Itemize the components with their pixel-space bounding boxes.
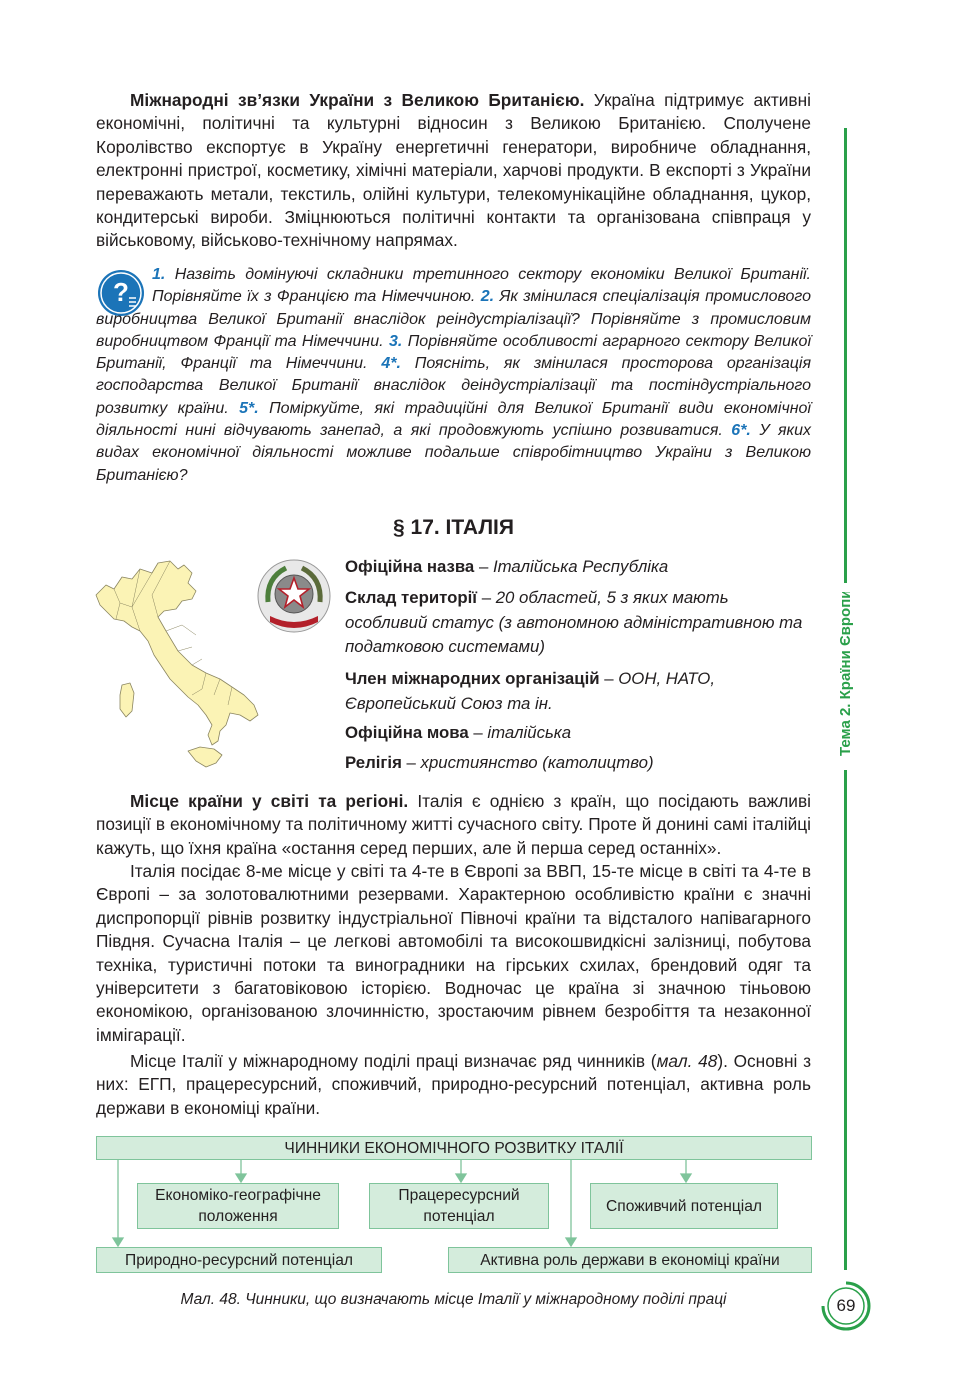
fact-official-name (345, 555, 815, 580)
svg-text:?: ? (113, 277, 129, 307)
sidebar-line-top (844, 128, 847, 583)
uk-relations-lead: Міжнародні зв’язки України з Великою Британією. (130, 90, 585, 110)
fact-dash: – (401, 753, 421, 772)
fact-value: Італійська Республіка (492, 557, 669, 576)
fact-key: Офіційна мова (345, 723, 469, 742)
sidebar-label-text: Тема 2. Країни Європи (837, 592, 854, 756)
fact-key: Склад території (345, 588, 478, 607)
question-text: Назвіть домінуючі складники третинного сектору економіки Великої Британії. Порівняйте їх з Францією та Німеччиною. (152, 266, 811, 306)
question-number: 3. (388, 332, 403, 350)
fact-dash: – (474, 557, 493, 576)
uk-relations-paragraph (96, 89, 811, 253)
question-text: Як змінилася спеціалізація промислового виробництва Великої Британії внаслідок реіндустріалізації? Порівняйте з промисловим виробництвом Франції та Німеччини. (96, 288, 812, 350)
question-number: 2. (480, 288, 495, 306)
section-title: § 17. ІТАЛІЯ (393, 516, 514, 539)
fact-territory (345, 586, 815, 660)
question-number: 1. (152, 266, 166, 283)
fact-language (345, 721, 815, 746)
place-text-1: Італія є однією з країн, що посідають важливі позиції в економічному та політичному житті сучасного світу. Проте й донині самі італійці кажуть, що їхня країна «остання серед перших, але й перша серед останніх». (96, 791, 811, 858)
sidebar-line-bottom (844, 770, 847, 1270)
place-paragraph-1 (96, 790, 811, 860)
italy-map (92, 555, 262, 785)
place-paragraph-2: Італія посідає 8-ме місце у світі та 4-те в Європі за ВВП, 15-те місце в світі та 4-те в Європі – за золотовалютними резервами. Характерною особливістю країни є значні диспропорції рівнів розвитку індустріальної Півночі країни та відсталого напівагарного Півдня. Сучасна Італія – це легкові автомобілі та високошвидкісні залізниці, побутова техніка, туристичні потоки та виноградники на гірських схилах, брендовий одяг та університети з багатовіковою історією. Водночас це країна зі значною тіньовою економікою, організованою злочинністю, зростаючим рівнем безробіття та незаконної іммігарації. (96, 861, 811, 1045)
fact-religion (345, 751, 815, 776)
fact-dash: – (599, 669, 619, 688)
fact-value: ООН, НАТО, Європейський Союз та ін. (345, 669, 716, 713)
fact-value: християнство (католицтво) (420, 753, 654, 772)
question-number: 4*. (381, 355, 401, 373)
place-text-3b: ). Основні з них: ЕГП, працересурсний, споживчий, природно-ресурсний потенціал, активна роль держави в економіці країни. (96, 1051, 811, 1118)
factor-natural: Природно-ресурсний потенціал (96, 1247, 382, 1273)
uk-relations-text: Україна підтримує активні економічні, політичні та культурні відносин з Великою Британією. Сполучене Королівство експортує в Україну енергетичні генератори, виробниче обладнання, електронні пристрої, косметику, хімічні матеріали, харчові продукти. В експорті з України переважають метали, текстиль, олійні культури, телекомунікаційне обладнання, цукор, кондитерські вироби. Зміцнюються політичні контакти та організована співпраця у військовому, військово-технічному напрямах. (96, 90, 811, 251)
question-text: Порівняйте особливості аграрного сектору Великої Британії, Франції та Німеччини. (96, 332, 811, 373)
place-lead: Місце країни у світі та регіоні. (130, 791, 409, 811)
fact-key: Член міжнародних організацій (345, 669, 600, 688)
factor-state: Активна роль держави в економіці країни (448, 1247, 812, 1273)
factors-diagram (96, 1136, 812, 1276)
question-number: 5*. (239, 399, 259, 417)
factor-egp: Економіко-географічне положення (137, 1183, 339, 1229)
figure-caption: Мал. 48. Чинники, що визначають місце Італії у міжнародному поділі праці (180, 1291, 727, 1308)
factor-labor: Працересурсний потенціал (369, 1183, 549, 1229)
question-text: У яких видах економічної діяльності можливе подальше співробітництво України з Великою Британією? (96, 422, 812, 484)
figure-reference: мал. 48 (656, 1051, 718, 1071)
fact-dash: – (468, 723, 488, 742)
italy-emblem (256, 558, 332, 634)
place-paragraph-3 (96, 1050, 811, 1120)
fact-value: 20 областей, 5 з яких мають особливий статус (з автономною адміністративною та податковою системами) (345, 588, 803, 656)
factor-consumer: Споживчий потенціал (590, 1183, 778, 1229)
place-text-3a: Місце Італії у міжнародному поділі праці визначає ряд чинників ( (130, 1051, 657, 1071)
question-text: Поясніть, як змінилася просторова організація господарства Великої Британії внаслідок деіндустріалізації та постіндустріального розвитку країни. (96, 355, 811, 417)
diagram-header: ЧИННИКИ ЕКОНОМІЧНОГО РОЗВИТКУ ІТАЛІЇ (96, 1136, 812, 1160)
page-number: 69 (836, 1296, 856, 1315)
question-number: 6*. (731, 422, 751, 440)
fact-key: Офіційна назва (345, 557, 475, 576)
fact-membership (345, 667, 815, 716)
fact-key: Релігія (345, 753, 402, 772)
question-icon-spacer (96, 264, 152, 308)
question-text: Поміркуйте, які традиційні для Великої Британії види економічної діяльності нині відчувають занепад, а які продовжують успішно розвиватися. (96, 399, 811, 440)
sidebar-label (834, 592, 856, 760)
page-number-badge (820, 1280, 872, 1332)
fact-value: італійська (487, 723, 572, 742)
fact-dash: – (477, 588, 496, 607)
questions-block (96, 264, 811, 487)
